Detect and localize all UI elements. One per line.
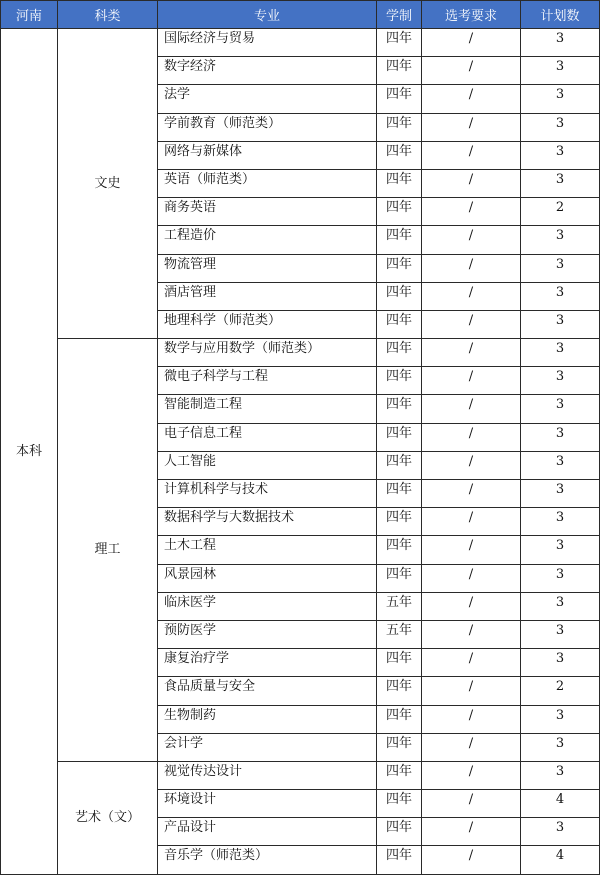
plan-cell: 2 bbox=[521, 198, 600, 226]
requirement-cell: / bbox=[422, 846, 521, 875]
header-plan: 计划数 bbox=[521, 1, 600, 29]
plan-cell: 3 bbox=[521, 508, 600, 536]
major-cell: 微电子科学与工程 bbox=[158, 367, 377, 395]
requirement-cell: / bbox=[422, 508, 521, 536]
major-cell: 法学 bbox=[158, 85, 377, 113]
plan-cell: 3 bbox=[521, 564, 600, 592]
plan-cell: 4 bbox=[521, 846, 600, 875]
major-cell: 康复治疗学 bbox=[158, 649, 377, 677]
requirement-cell: / bbox=[422, 423, 521, 451]
duration-cell: 四年 bbox=[377, 733, 422, 761]
major-cell: 风景园林 bbox=[158, 564, 377, 592]
category-cell: 理工 bbox=[58, 339, 158, 762]
duration-cell: 四年 bbox=[377, 790, 422, 818]
header-category: 科类 bbox=[58, 1, 158, 29]
requirement-cell: / bbox=[422, 310, 521, 338]
plan-cell: 3 bbox=[521, 818, 600, 846]
plan-cell: 3 bbox=[521, 705, 600, 733]
major-cell: 食品质量与安全 bbox=[158, 677, 377, 705]
major-cell: 商务英语 bbox=[158, 198, 377, 226]
duration-cell: 四年 bbox=[377, 677, 422, 705]
duration-cell: 五年 bbox=[377, 620, 422, 648]
major-cell: 数字经济 bbox=[158, 57, 377, 85]
duration-cell: 四年 bbox=[377, 423, 422, 451]
major-cell: 智能制造工程 bbox=[158, 395, 377, 423]
plan-cell: 3 bbox=[521, 339, 600, 367]
major-cell: 音乐学（师范类） bbox=[158, 846, 377, 875]
major-cell: 环境设计 bbox=[158, 790, 377, 818]
major-cell: 国际经济与贸易 bbox=[158, 29, 377, 57]
major-cell: 数学与应用数学（师范类） bbox=[158, 339, 377, 367]
duration-cell: 四年 bbox=[377, 113, 422, 141]
plan-cell: 2 bbox=[521, 677, 600, 705]
plan-cell: 3 bbox=[521, 592, 600, 620]
major-cell: 临床医学 bbox=[158, 592, 377, 620]
duration-cell: 四年 bbox=[377, 29, 422, 57]
major-cell: 物流管理 bbox=[158, 254, 377, 282]
duration-cell: 四年 bbox=[377, 536, 422, 564]
header-major: 专业 bbox=[158, 1, 377, 29]
header-row bbox=[1, 1, 600, 29]
plan-cell: 3 bbox=[521, 733, 600, 761]
requirement-cell: / bbox=[422, 705, 521, 733]
duration-cell: 四年 bbox=[377, 310, 422, 338]
table-row bbox=[1, 761, 600, 789]
duration-cell: 四年 bbox=[377, 367, 422, 395]
plan-cell: 3 bbox=[521, 451, 600, 479]
requirement-cell: / bbox=[422, 761, 521, 789]
plan-cell: 3 bbox=[521, 113, 600, 141]
table-row bbox=[1, 29, 600, 57]
major-cell: 电子信息工程 bbox=[158, 423, 377, 451]
duration-cell: 四年 bbox=[377, 198, 422, 226]
plan-cell: 3 bbox=[521, 423, 600, 451]
major-cell: 学前教育（师范类） bbox=[158, 113, 377, 141]
category-cell: 艺术（文） bbox=[58, 761, 158, 874]
requirement-cell: / bbox=[422, 254, 521, 282]
requirement-cell: / bbox=[422, 818, 521, 846]
duration-cell: 四年 bbox=[377, 141, 422, 169]
requirement-cell: / bbox=[422, 395, 521, 423]
duration-cell: 四年 bbox=[377, 480, 422, 508]
plan-cell: 3 bbox=[521, 536, 600, 564]
requirement-cell: / bbox=[422, 169, 521, 197]
requirement-cell: / bbox=[422, 367, 521, 395]
major-cell: 视觉传达设计 bbox=[158, 761, 377, 789]
requirement-cell: / bbox=[422, 649, 521, 677]
duration-cell: 四年 bbox=[377, 508, 422, 536]
plan-cell: 3 bbox=[521, 310, 600, 338]
plan-cell: 3 bbox=[521, 141, 600, 169]
duration-cell: 四年 bbox=[377, 169, 422, 197]
duration-cell: 四年 bbox=[377, 339, 422, 367]
level-cell: 本科 bbox=[1, 29, 58, 875]
plan-cell: 3 bbox=[521, 169, 600, 197]
requirement-cell: / bbox=[422, 57, 521, 85]
plan-cell: 3 bbox=[521, 29, 600, 57]
requirement-cell: / bbox=[422, 451, 521, 479]
table-row bbox=[1, 339, 600, 367]
major-cell: 预防医学 bbox=[158, 620, 377, 648]
duration-cell: 四年 bbox=[377, 705, 422, 733]
duration-cell: 四年 bbox=[377, 395, 422, 423]
major-cell: 生物制药 bbox=[158, 705, 377, 733]
requirement-cell: / bbox=[422, 677, 521, 705]
major-cell: 英语（师范类） bbox=[158, 169, 377, 197]
requirement-cell: / bbox=[422, 790, 521, 818]
header-province: 河南 bbox=[1, 1, 58, 29]
requirement-cell: / bbox=[422, 733, 521, 761]
major-cell: 土木工程 bbox=[158, 536, 377, 564]
plan-cell: 3 bbox=[521, 85, 600, 113]
header-duration: 学制 bbox=[377, 1, 422, 29]
requirement-cell: / bbox=[422, 536, 521, 564]
major-cell: 数据科学与大数据技术 bbox=[158, 508, 377, 536]
duration-cell: 四年 bbox=[377, 818, 422, 846]
duration-cell: 四年 bbox=[377, 57, 422, 85]
plan-cell: 3 bbox=[521, 226, 600, 254]
duration-cell: 四年 bbox=[377, 846, 422, 875]
requirement-cell: / bbox=[422, 620, 521, 648]
requirement-cell: / bbox=[422, 592, 521, 620]
requirement-cell: / bbox=[422, 198, 521, 226]
requirement-cell: / bbox=[422, 113, 521, 141]
plan-cell: 3 bbox=[521, 367, 600, 395]
plan-cell: 3 bbox=[521, 282, 600, 310]
plan-cell: 4 bbox=[521, 790, 600, 818]
requirement-cell: / bbox=[422, 29, 521, 57]
duration-cell: 四年 bbox=[377, 226, 422, 254]
duration-cell: 四年 bbox=[377, 451, 422, 479]
major-cell: 地理科学（师范类） bbox=[158, 310, 377, 338]
requirement-cell: / bbox=[422, 282, 521, 310]
plan-cell: 3 bbox=[521, 649, 600, 677]
plan-cell: 3 bbox=[521, 480, 600, 508]
requirement-cell: / bbox=[422, 339, 521, 367]
duration-cell: 四年 bbox=[377, 564, 422, 592]
duration-cell: 四年 bbox=[377, 282, 422, 310]
plan-cell: 3 bbox=[521, 57, 600, 85]
duration-cell: 四年 bbox=[377, 761, 422, 789]
requirement-cell: / bbox=[422, 226, 521, 254]
duration-cell: 四年 bbox=[377, 85, 422, 113]
duration-cell: 四年 bbox=[377, 649, 422, 677]
major-cell: 人工智能 bbox=[158, 451, 377, 479]
major-cell: 工程造价 bbox=[158, 226, 377, 254]
requirement-cell: / bbox=[422, 480, 521, 508]
plan-cell: 3 bbox=[521, 254, 600, 282]
major-cell: 网络与新媒体 bbox=[158, 141, 377, 169]
major-cell: 会计学 bbox=[158, 733, 377, 761]
requirement-cell: / bbox=[422, 564, 521, 592]
requirement-cell: / bbox=[422, 85, 521, 113]
major-cell: 酒店管理 bbox=[158, 282, 377, 310]
plan-cell: 3 bbox=[521, 620, 600, 648]
plan-cell: 3 bbox=[521, 395, 600, 423]
major-cell: 产品设计 bbox=[158, 818, 377, 846]
table-body bbox=[1, 29, 600, 875]
header-requirement: 选考要求 bbox=[422, 1, 521, 29]
duration-cell: 五年 bbox=[377, 592, 422, 620]
plan-cell: 3 bbox=[521, 761, 600, 789]
category-cell: 文史 bbox=[58, 29, 158, 339]
requirement-cell: / bbox=[422, 141, 521, 169]
duration-cell: 四年 bbox=[377, 254, 422, 282]
major-cell: 计算机科学与技术 bbox=[158, 480, 377, 508]
